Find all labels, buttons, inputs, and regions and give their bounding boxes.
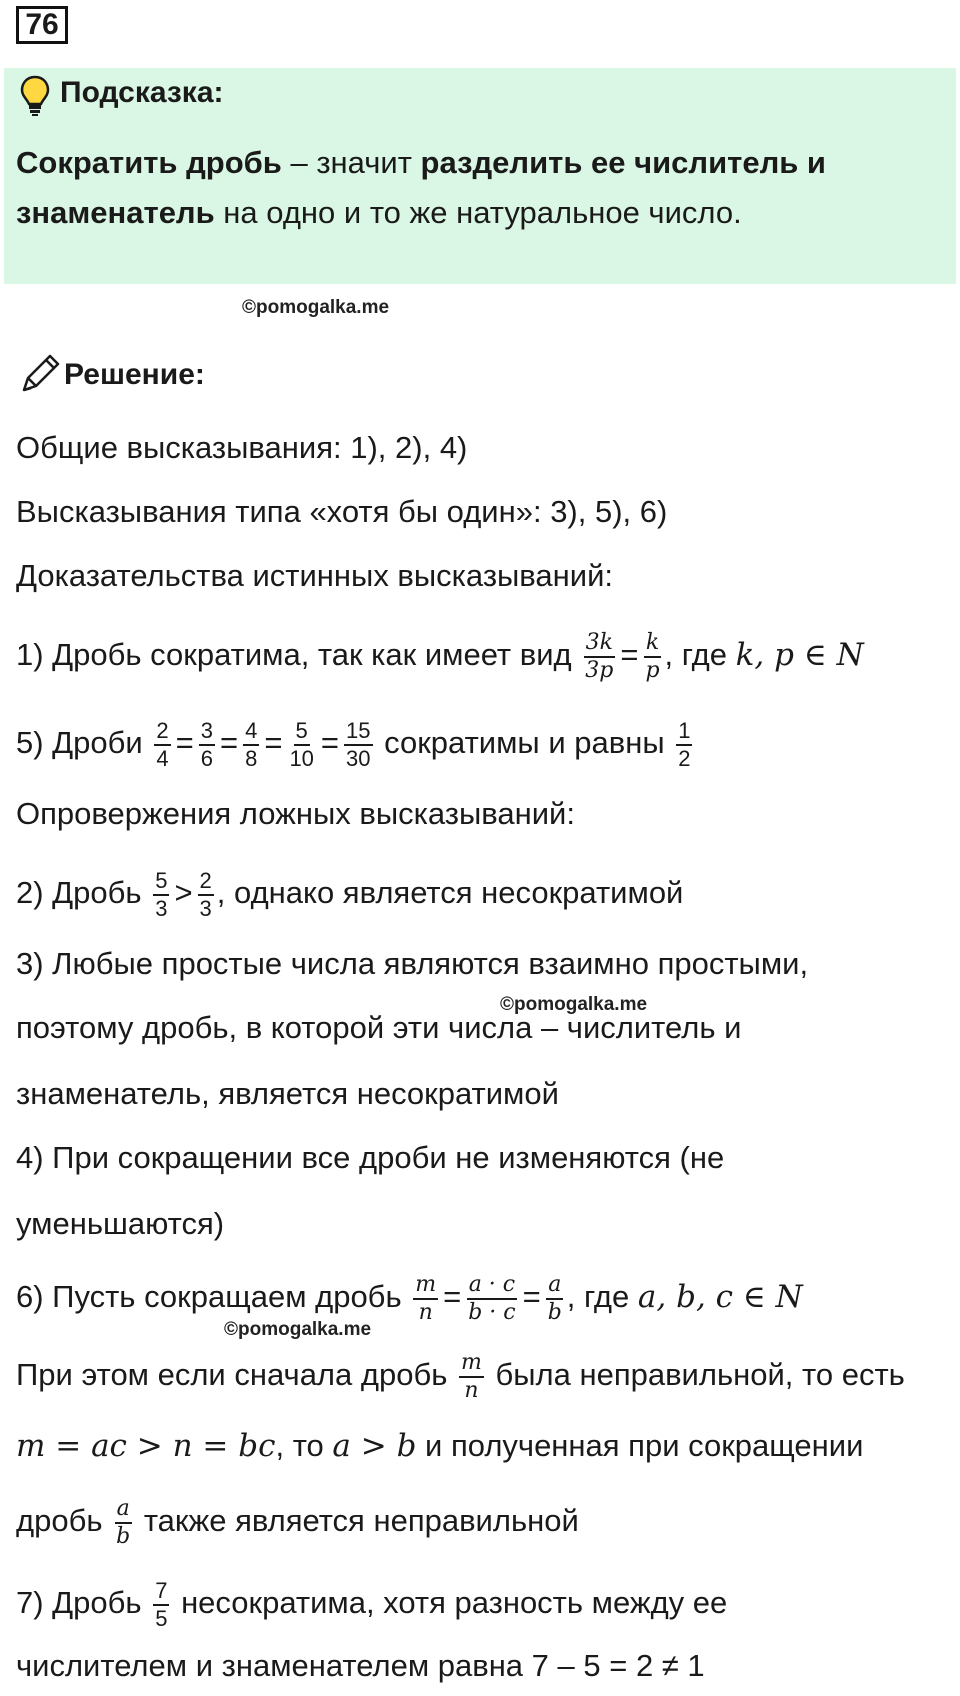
hint-text-2: на одно и то же натуральное число.	[214, 195, 742, 230]
pencil-icon	[18, 352, 62, 396]
fraction-m-n: $\frac{m}{n}$	[415, 1272, 437, 1325]
fraction-1-2: $\frac{1}{2}$	[678, 718, 691, 771]
fraction-2-4: $\frac{2}{4}$	[156, 718, 169, 771]
lightbulb-icon	[18, 74, 52, 118]
fraction-3-6: $\frac{3}{6}$	[200, 718, 213, 771]
fraction-5-3: $\frac{5}{3}$	[155, 868, 168, 921]
s5-prefix: 5) Дроби	[16, 725, 143, 761]
s1-suffix: , где	[664, 637, 728, 673]
fraction-7-5: $\frac{7}{5}$	[155, 1578, 168, 1631]
s6c-math: m = ac > n = bc	[16, 1428, 276, 1464]
fraction-2-3: $\frac{2}{3}$	[199, 868, 212, 921]
proofs-heading: Доказательства истинных высказываний:	[16, 558, 614, 593]
s6-suffix: , где	[566, 1279, 630, 1315]
s5-mid: сократимы и равны	[384, 725, 665, 761]
s1-prefix: 1) Дробь сократима, так как имеет вид	[16, 637, 572, 673]
s6b-suffix: была неправильной, то есть	[495, 1357, 905, 1393]
hint-bold-definition: разделить ее числитель и	[420, 145, 826, 180]
hint-line-1	[16, 143, 826, 183]
statement-5: 5) Дроби $\frac{2}{4}$ = $\frac{3}{6}$ = $\frac{4}{8}$ = $\frac{5}{10}$ = $\frac{15}{30}$ сократимы и равны $\frac{1}{2}$	[16, 718, 691, 771]
statement-2: 2) Дробь $\frac{5}{3}$ > $\frac{2}{3}$ , однако является несократимой	[16, 868, 684, 921]
watermark: ©pomogalka.me	[242, 297, 390, 318]
s7-suffix: несократима, хотя разность между ее	[181, 1585, 728, 1621]
s6c-math2: a > b	[332, 1428, 417, 1464]
watermark-3: ©pomogalka.me	[224, 1319, 372, 1340]
refutations-heading: Опровержения ложных высказываний:	[16, 796, 575, 831]
fraction-15-30: $\frac{15}{30}$	[346, 718, 371, 771]
s6-prefix: 6) Пусть сокращаем дробь	[16, 1279, 402, 1315]
problem-number: 76	[16, 6, 68, 44]
hint-bold-term-2: знаменатель	[16, 195, 215, 230]
fraction-a-b-2: $\frac{a}{b}$	[116, 1496, 131, 1549]
statement-6: 6) Пусть сокращаем дробь $\frac{m}{n}$ = $\frac{a \cdot c}{b \cdot c}$ = $\frac{a}{b}$ , где a, b, c ∈ N	[16, 1272, 803, 1325]
s2-prefix: 2) Дробь	[16, 875, 142, 911]
statement-4-line-2: уменьшаются)	[16, 1206, 225, 1241]
s6b-prefix: При этом если сначала дробь	[16, 1357, 448, 1393]
statement-6-line-4	[16, 1496, 579, 1550]
s6c-suffix: и полученная при сокращении	[416, 1428, 864, 1463]
statement-7	[16, 1578, 727, 1632]
general-statements: Общие высказывания: 1), 2), 4)	[16, 430, 468, 465]
fraction-5-10: $\frac{5}{10}$	[289, 718, 314, 771]
hint-text: – значит	[281, 145, 421, 180]
statement-1: 1) Дробь сократима, так как имеет вид $\frac{3k}{3p}$ = $\frac{k}{p}$ , где k, p ∈ N	[16, 630, 864, 683]
atleast-statements: Высказывания типа «хотя бы один»: 3), 5), 6)	[16, 494, 668, 529]
s6d-suffix: также является неправильной	[143, 1503, 579, 1539]
statement-3-line-3: знаменатель, является несократимой	[16, 1076, 559, 1111]
fraction-ac-bc: $\frac{a \cdot c}{b \cdot c}$	[468, 1272, 516, 1325]
hint-line-2	[16, 193, 742, 233]
fraction-4-8: $\frac{4}{8}$	[245, 718, 258, 771]
statement-7-line-2: числителем и знаменателем равна 7 – 5 = 2 ≠ 1	[16, 1648, 705, 1683]
statement-4-line-1: 4) При сокращении все дроби не изменяются (не	[16, 1140, 725, 1175]
statement-6-line-2	[16, 1350, 905, 1404]
s7-prefix: 7) Дробь	[16, 1585, 142, 1621]
s6c-mid: , то	[275, 1428, 324, 1463]
fraction-m-n-2: $\frac{m}{n}$	[460, 1350, 482, 1403]
statement-3-line-1: 3) Любые простые числа являются взаимно простыми,	[16, 946, 809, 981]
statement-3-line-2: поэтому дробь, в которой эти числа – числитель и	[16, 1010, 742, 1045]
watermark-2: ©pomogalka.me	[500, 994, 648, 1015]
fraction-k-p: $\frac{k}{p}$	[645, 630, 660, 683]
statement-6-line-3	[16, 1426, 863, 1466]
s2-suffix: , однако является несократимой	[216, 875, 684, 911]
hint-bold-term: Сократить дробь	[16, 145, 282, 180]
s1-vars: k, p ∈ N	[735, 637, 864, 674]
hint-title: Подсказка:	[60, 76, 224, 109]
s6-vars: a, b, c ∈ N	[637, 1279, 803, 1316]
s6d-prefix: дробь	[16, 1503, 103, 1539]
fraction-a-b: $\frac{a}{b}$	[547, 1272, 562, 1325]
solution-title: Решение:	[64, 358, 205, 391]
fraction-3k-3p: $\frac{3k}{3p}$	[585, 630, 614, 683]
